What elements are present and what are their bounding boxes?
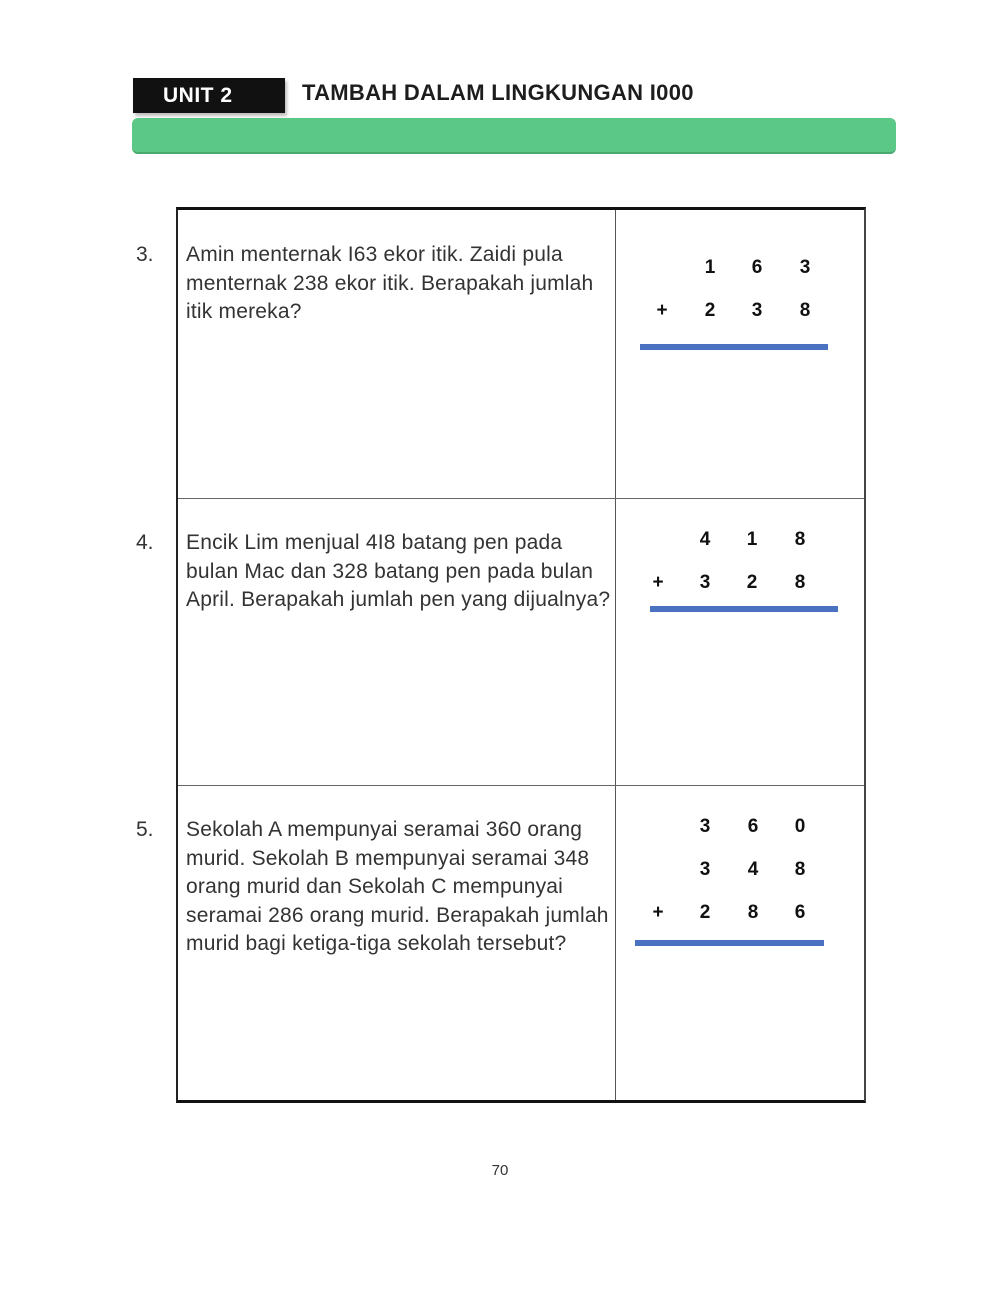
digit: 6	[794, 902, 806, 923]
digit: 2	[704, 300, 716, 321]
page-title: TAMBAH DALAM LINGKUNGAN I000	[302, 80, 694, 105]
digit: 8	[794, 859, 806, 880]
digit: 2	[746, 572, 758, 593]
unit-label: UNIT 2	[163, 83, 233, 107]
digit: 2	[699, 902, 711, 923]
digit: 4	[747, 859, 759, 880]
question-text: Amin menternak I63 ekor itik. Zaidi pula menternak 238 ekor itik. Berapakah jumlah itik mereka?	[186, 243, 594, 323]
plus-sign: +	[652, 572, 664, 593]
question-table	[176, 207, 866, 1103]
digit: 3	[699, 859, 711, 880]
digit: 3	[699, 816, 711, 837]
unit-badge	[133, 78, 285, 113]
title-banner	[132, 118, 896, 154]
digit: 1	[704, 257, 716, 278]
digit: 8	[794, 529, 806, 550]
page-number: 70	[491, 1162, 509, 1179]
digit: 6	[751, 257, 763, 278]
digit: 0	[794, 816, 806, 837]
question-number: 5.	[136, 818, 154, 841]
sum-line	[650, 606, 838, 612]
row-divider	[178, 498, 864, 499]
digit: 3	[799, 257, 811, 278]
digit: 6	[747, 816, 759, 837]
digit: 4	[699, 529, 711, 550]
plus-sign: +	[652, 902, 664, 923]
question-text: Encik Lim menjual 4I8 batang pen pada bulan Mac dan 328 batang pen pada bulan April. Berapakah jumlah pen yang dijualnya?	[186, 531, 611, 611]
column-divider	[615, 210, 616, 1100]
row-divider	[178, 785, 864, 786]
digit: 8	[799, 300, 811, 321]
question-number: 4.	[136, 531, 154, 554]
digit: 3	[699, 572, 711, 593]
sum-line	[640, 344, 828, 350]
sum-line	[635, 940, 824, 946]
plus-sign: +	[656, 300, 668, 321]
digit: 1	[746, 529, 758, 550]
question-number: 3.	[136, 243, 154, 266]
digit: 8	[794, 572, 806, 593]
question-text: Sekolah A mempunyai seramai 360 orang murid. Sekolah B mempunyai seramai 348 orang murid dan Sekolah C mempunyai seramai 286 orang murid. Berapakah jumlah murid bagi ketiga-tiga sekolah tersebut?	[186, 818, 609, 955]
digit: 8	[747, 902, 759, 923]
digit: 3	[751, 300, 763, 321]
